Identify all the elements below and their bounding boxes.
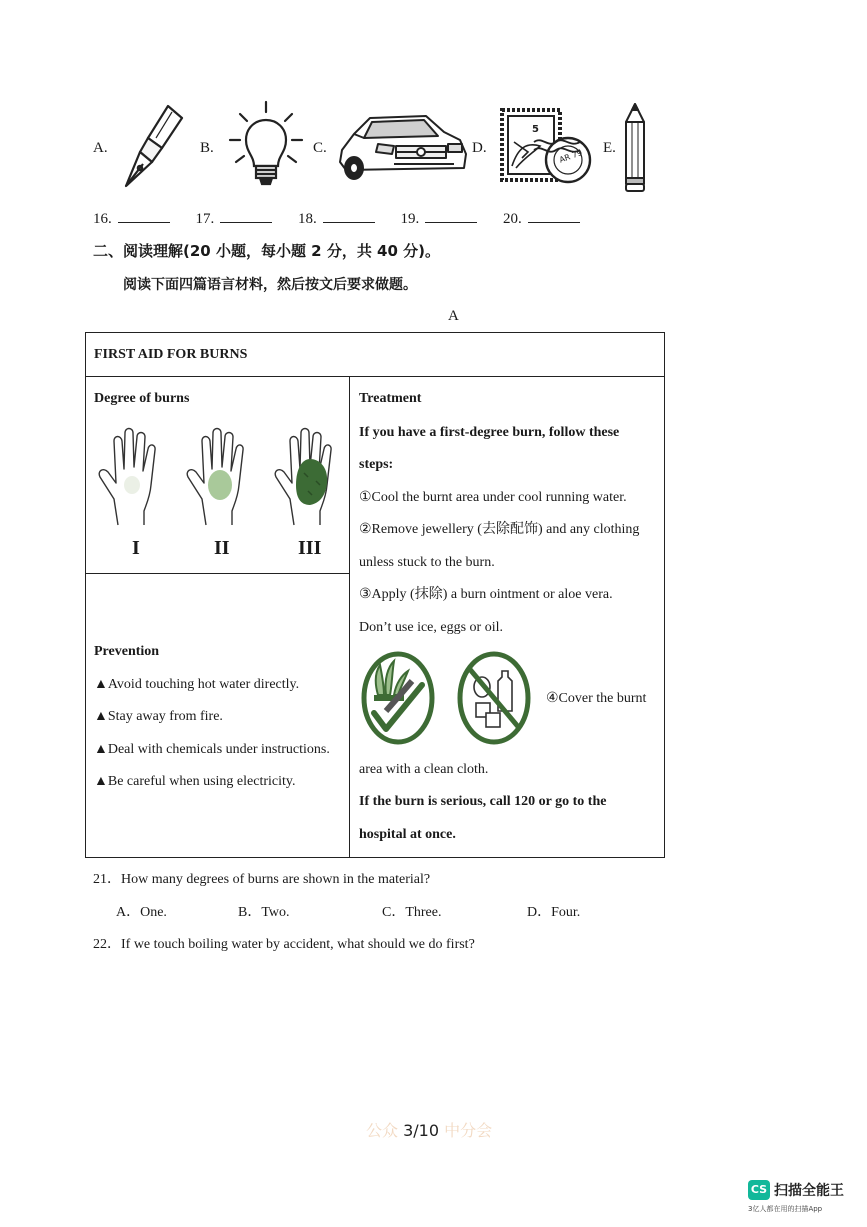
question-21 [93,868,430,888]
answer-blanks-row [93,208,602,228]
treatment-intro: If you have a first-degree burn, follow these [359,425,620,440]
question-number: 21． [93,872,121,887]
question-text: How many degrees of burns are shown in the material? [121,872,431,887]
degree-label: III [298,537,322,559]
option-letter-a: A. [93,140,108,156]
table-title: FIRST AID FOR BURNS [94,347,248,362]
treatment-step: ①Cool the burnt area under cool running water. [359,490,627,505]
prevention-item: ▲Deal with chemicals under instructions. [94,742,330,757]
degree-heading: Degree of burns [94,391,190,406]
answer-option-a[interactable]: A．One. [116,905,167,920]
burn-mark [208,470,232,500]
passage-letter: A [448,308,459,324]
column-divider [349,377,350,857]
hand-icon [96,425,346,534]
page-footer [366,1118,492,1141]
answer-blank[interactable] [323,208,375,223]
no-ice-eggs-oil-icon [456,651,532,750]
blank-label: 17. [195,211,215,227]
scanner-tagline: 3亿人都在用的扫描App [748,1205,823,1213]
answer-blank[interactable] [528,208,580,223]
scanner-brand: 扫描全能王 [774,1183,844,1199]
treatment-warning: Don’t use ice, eggs or oil. [359,620,503,635]
blank-label: 20. [503,211,522,227]
treatment-step: unless stuck to the burn. [359,555,495,570]
answer-option-b[interactable]: B．Two. [238,905,290,920]
pencil-icon [620,102,650,194]
treatment-step: ②Remove jewellery (去除配饰) and any clothing [359,522,640,537]
car-icon [334,110,470,182]
svg-text:5: 5 [532,124,539,135]
option-letter-d: D. [472,140,487,156]
degree-label: II [214,537,230,559]
instruction-text: 阅读下面四篇语言材料，然后按文后要求做题。 [123,277,417,293]
answer-option-d[interactable]: D．Four. [527,905,581,920]
prevention-item: ▲Stay away from fire. [94,709,223,724]
postage-stamp-icon [494,102,594,194]
serious-note: If the burn is serious, call 120 or go to the [359,794,607,809]
scanner-logo-icon: CS [748,1180,770,1200]
watermark-text: 中分会 [444,1121,493,1140]
fountain-pen-icon [118,100,188,192]
page-number: 3/10 [403,1121,440,1140]
blank-label: 19. [400,211,420,227]
table-header-row [86,333,664,377]
answer-blank[interactable] [118,208,170,223]
first-aid-table [85,332,665,858]
watermark-text: 公众 [366,1121,399,1140]
option-letter-e: E. [603,140,616,156]
section-title: 二、阅读理解(20 小题，每小题 2 分，共 40 分)。 [93,242,441,260]
treatment-heading: Treatment [359,391,422,406]
option-letter-b: B. [200,140,214,156]
answer-option-c[interactable]: C．Three. [382,905,442,920]
answer-blank[interactable] [425,208,477,223]
blank-label: 16. [93,211,112,227]
option-letter-c: C. [313,140,327,156]
treatment-step: area with a clean cloth. [359,762,489,777]
treatment-intro: steps: [359,457,394,472]
svg-text:AR 79: AR 79 [558,148,584,165]
prevention-item: ▲Be careful when using electricity. [94,774,296,789]
aloe-vera-check-icon [360,651,436,750]
degree-label: I [132,537,140,559]
blank-label: 18. [298,211,317,227]
serious-note: hospital at once. [359,827,456,842]
prevention-item: ▲Avoid touching hot water directly. [94,677,300,692]
light-bulb-icon [226,100,306,192]
treatment-step: ④Cover the burnt [546,691,647,706]
question-22 [93,933,475,953]
answer-blank[interactable] [220,208,272,223]
row-divider [86,573,350,574]
treatment-step: ③Apply (抹除) a burn ointment or aloe vera. [359,587,613,602]
prevention-heading: Prevention [94,644,160,659]
question-number: 22． [93,937,121,952]
question-text: If we touch boiling water by accident, what should we do first? [121,937,475,952]
